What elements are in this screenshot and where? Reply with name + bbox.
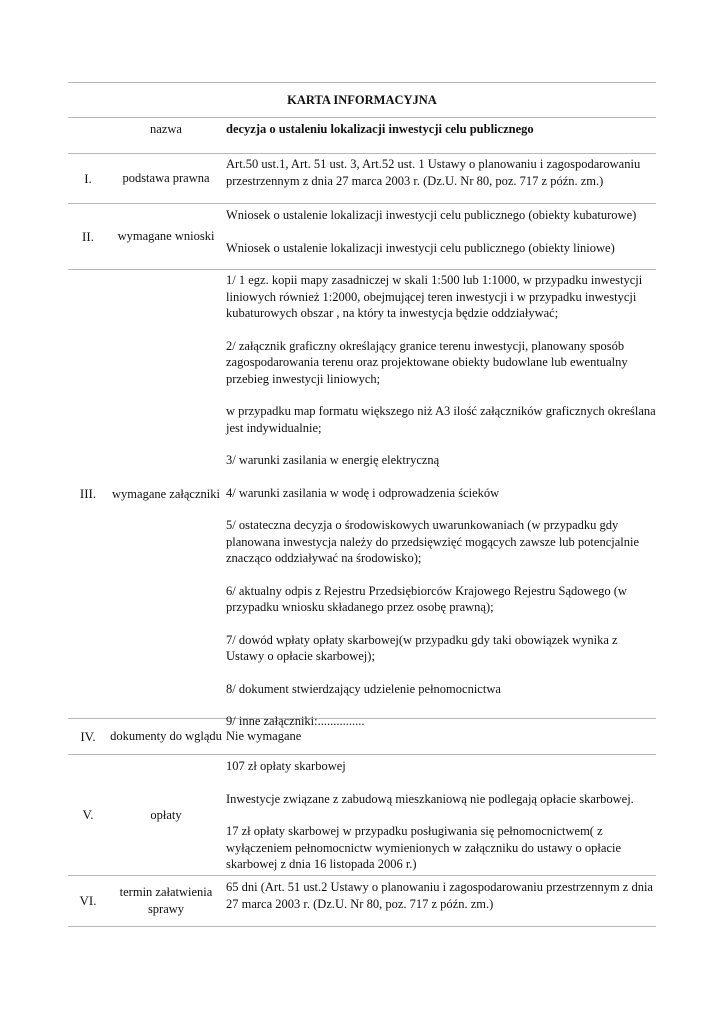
row-content bbox=[224, 118, 656, 153]
content-item: 17 zł opłaty skarbowej w przypadku posługiwania się pełnomocnictwem( z wyłączeniem pełnomocnictw wymienionych w załączniku do ustawy o opłacie skarbowej z dnia 16 listopada 2006 r.) bbox=[226, 824, 622, 871]
row-content bbox=[224, 755, 656, 875]
content-item: 4/ warunki zasilania w wodę i odprowadzenia ścieków bbox=[226, 485, 500, 500]
content-item: 6/ aktualny odpis z Rejestru Przedsiębiorców Krajowego Rejestru Sądowego (w przypadku wniosku składanego przez osobę prawną); bbox=[226, 583, 627, 614]
content-item: 7/ dowód wpłaty opłaty skarbowej(w przypadku gdy taki obowiązek wynika z Ustawy o opłacie skarbowej); bbox=[226, 632, 618, 663]
row-number: I. bbox=[84, 170, 92, 186]
content-item: Wniosek o ustalenie lokalizacji inwestycji celu publicznego (obiekty kubaturowe) bbox=[226, 208, 637, 222]
row-content bbox=[224, 270, 656, 728]
content-item: Inwestycje związane z zabudową mieszkaniową nie podlegają opłacie skarbowej. bbox=[226, 791, 634, 806]
row-legal-basis bbox=[68, 154, 656, 204]
row-content bbox=[224, 204, 656, 269]
row-number: VI. bbox=[79, 893, 97, 908]
row-label: wymagane wnioski bbox=[117, 229, 215, 243]
row-documents-for-inspection bbox=[68, 719, 656, 755]
row-label: podstawa prawna bbox=[122, 171, 210, 185]
row-label: wymagane załączniki bbox=[112, 486, 220, 501]
content-item: 1/ 1 egz. kopii mapy zasadniczej w skali 1:500 lub 1:1000, w przypadku inwestycji liniowych również 1:2000, obejmującej teren inwestycji i w przypadku inwestycji kubaturowych obszar , na który ta inwestycja będzie oddziaływać; bbox=[226, 273, 643, 320]
info-card bbox=[68, 82, 656, 927]
row-fees bbox=[68, 755, 656, 876]
row-content bbox=[224, 876, 656, 926]
row-number: IV. bbox=[80, 728, 96, 744]
content-item: 2/ załącznik graficzny określający granice terenu inwestycji, planowany sposób zagospodarowania terenu oraz projektowane obiekty budowlane lub ewentualny przebieg inwestycji liniowych; bbox=[226, 338, 628, 386]
row-required-applications bbox=[68, 204, 656, 270]
row-number: V. bbox=[82, 807, 94, 822]
row-number: III. bbox=[79, 486, 97, 501]
content-item: Art.50 ust.1, Art. 51 ust. 3, Art.52 ust. 1 Ustawy o planowaniu i zagospodarowaniu przestrzennym z dnia 27 marca 2003 r. (Dz.U. Nr 80, poz. 717 z późn. zm.) bbox=[226, 157, 641, 188]
content-item: 9/ inne załączniki:............... bbox=[226, 714, 365, 728]
row-number bbox=[68, 118, 108, 153]
row-number: II. bbox=[82, 228, 94, 244]
row-label: opłaty bbox=[150, 807, 182, 822]
content-item: Nie wymagane bbox=[226, 729, 302, 744]
content-item: 3/ warunki zasilania w energię elektryczną bbox=[226, 453, 440, 467]
document-title: KARTA INFORMACYJNA bbox=[287, 92, 437, 107]
row-label: nazwa bbox=[150, 122, 182, 136]
content-item: Wniosek o ustalenie lokalizacji inwestycji celu publicznego (obiekty liniowe) bbox=[226, 240, 615, 255]
content-item: 107 zł opłaty skarbowej bbox=[226, 759, 346, 773]
content-item: w przypadku map formatu większego niż A3 ilość załączników graficznych określana jest indywidualnie; bbox=[226, 404, 656, 435]
row-label: dokumenty do wglądu bbox=[110, 729, 222, 743]
row-content bbox=[224, 719, 656, 754]
content-item: 65 dni (Art. 51 ust.2 Ustawy o planowaniu i zagospodarowaniu przestrzennym z dnia 27 marca 2003 r. (Dz.U. Nr 80, poz. 717 z późn. zm.) bbox=[226, 880, 653, 911]
row-processing-time bbox=[68, 876, 656, 927]
row-label: termin załatwienia sprawy bbox=[119, 885, 213, 916]
content-item: 8/ dokument stwierdzający udzielenie pełnomocnictwa bbox=[226, 681, 501, 696]
row-required-attachments bbox=[68, 270, 656, 728]
row-name bbox=[68, 118, 656, 154]
content-item: 5/ ostateczna decyzja o środowiskowych uwarunkowaniach (w przypadku gdy planowana inwestycja należy do przedsięwzięć mogących zawsze lub potencjalnie znacząco oddziaływać na środowisko); bbox=[226, 518, 640, 565]
row-content bbox=[224, 154, 656, 203]
content-item: decyzja o ustaleniu lokalizacji inwestycji celu publicznego bbox=[226, 122, 534, 136]
